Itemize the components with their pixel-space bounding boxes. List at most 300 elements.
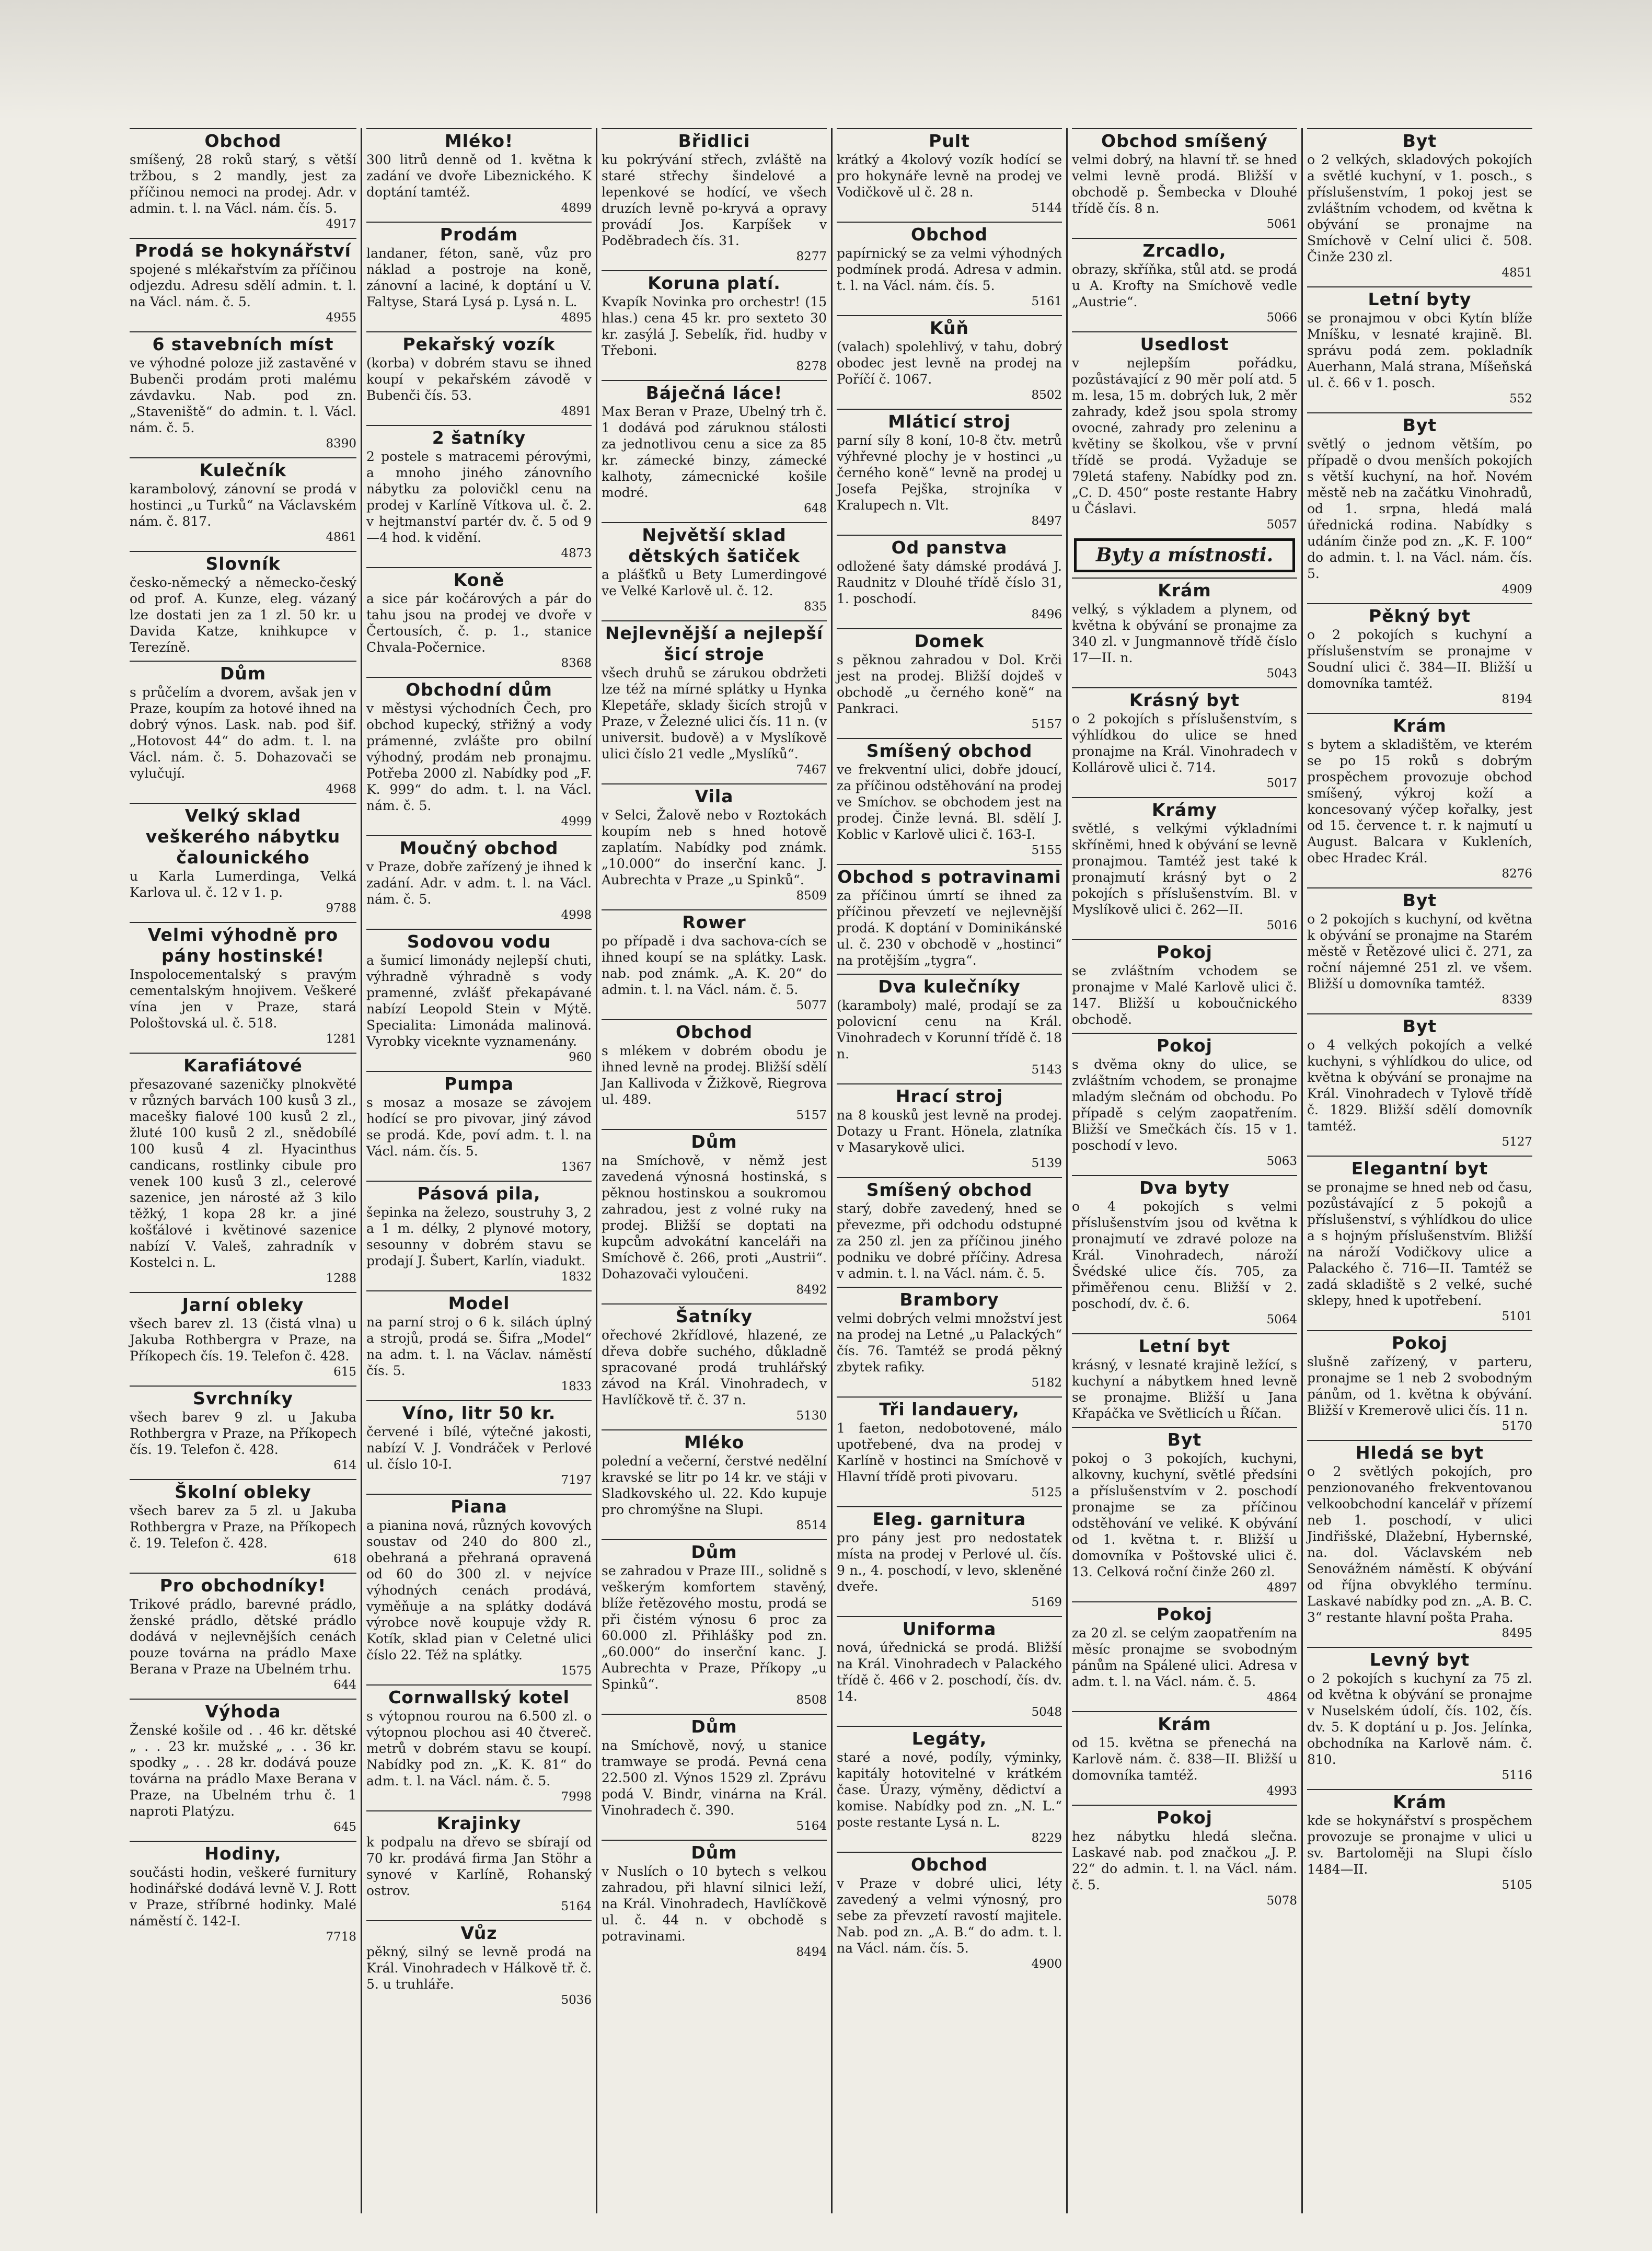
classified-ad xyxy=(837,535,1062,623)
classified-ad xyxy=(366,1400,592,1488)
ad-body: velký, s výkladem a plynem, od května k obývání se pronajme za 340 zl. v Jungmannově třídě číslo 17—II. n. xyxy=(1072,602,1297,665)
ad-title: Obchod s potravinami xyxy=(837,864,1062,887)
ad-body: přesazované sazeničky plnokvěté v různých barvách 100 kusů 3 zl., macešky fialové 100 kusů 2 zl., žluté 100 kusů 2 zl., snědobílé 100 kusů 4 zl. Hyacinthus candicans, rostlinky cibule pro venek 100 kusů 3 zl., celerové sazenice, jen nárosté až 3 kilo těžký, 1 kopa 28 kr. a jiné košťálové i květinové sazenice nabízí V. Valeš, zahradník v Kostelci n. L. xyxy=(130,1077,356,1270)
ad-number: 7197 xyxy=(561,1473,592,1487)
classified-ad xyxy=(837,128,1062,216)
classified-ad xyxy=(1072,687,1297,792)
classified-ad xyxy=(602,1303,827,1424)
classified-ad xyxy=(130,1841,356,1945)
classified-ad xyxy=(366,331,592,420)
ad-title: Piana xyxy=(366,1494,592,1517)
classified-ad xyxy=(602,1129,827,1298)
ad-body: se zvláštním vchodem se pronajme v Malé Karlově ulici č. 147. Bližší u koboučnického obchodě. xyxy=(1072,963,1297,1027)
ad-number: 5061 xyxy=(1266,217,1297,231)
ad-body: na Smíchově, nový, u stanice tramwaye se prodá. Pevná cena 22.500 zl. Výnos 1529 zl. Zprávu podá V. Bindr, vinárna na Král. Vinohradech č. 390. xyxy=(602,1738,827,1818)
ad-number: 8278 xyxy=(796,360,827,373)
ad-title: Koruna platí. xyxy=(602,270,827,294)
classified-ad xyxy=(1072,1601,1297,1706)
ad-title: Moučný obchod xyxy=(366,835,592,859)
ad-number: 1367 xyxy=(561,1160,592,1174)
classified-ad xyxy=(1307,603,1532,708)
ad-title: Pult xyxy=(837,128,1062,152)
ad-number: 5077 xyxy=(796,999,827,1012)
ad-title: Smíšený obchod xyxy=(837,738,1062,761)
ad-body: starý, dobře zavedený, hned se převezme, při odchodu odstupné za 250 zl. jen za příčinou jiného podniku ve dobré příčiny. Adresa v admin. t. l. na Václ. nám. č. 5. xyxy=(837,1201,1062,1281)
ad-number: 4998 xyxy=(561,908,592,922)
classified-ad xyxy=(366,128,592,216)
ad-title: Svrchníky xyxy=(130,1386,356,1409)
ad-number: 835 xyxy=(804,600,827,614)
ad-number: 615 xyxy=(333,1365,356,1379)
classified-ad xyxy=(837,974,1062,1078)
classified-ad xyxy=(837,628,1062,733)
ad-number: 4897 xyxy=(1266,1581,1297,1595)
ad-title: Krajinky xyxy=(366,1810,592,1834)
ad-title: Nejlevnější a nejlepší šicí stroje xyxy=(602,620,827,665)
ad-title: Jarní obleky xyxy=(130,1292,356,1315)
ad-number: 8509 xyxy=(796,889,827,903)
classified-ad xyxy=(366,425,592,562)
ad-number: 5127 xyxy=(1501,1135,1532,1149)
ad-title: Největší sklad dětských šatiček xyxy=(602,522,827,567)
ad-body: všech druhů se zárukou obdržeti lze též na mírné splátky u Hynka Klepetáře, sklady šicích strojů v Praze, v Železné ulici čís. 11 n. (v universit. budově) a v Myslíkově ulici číslo 21 vedle „Myslíků“. xyxy=(602,665,827,761)
ad-body: Kvapík Novinka pro orchestr! (15 hlas.) cena 45 kr. pro sexteto 30 kr. zasýlá J. Sebelík, řid. hudby v Třeboni. xyxy=(602,294,827,358)
classified-ad xyxy=(130,661,356,798)
ad-title: Tři landauery, xyxy=(837,1396,1062,1420)
ad-title: Letní byt xyxy=(1072,1333,1297,1357)
ad-body: v Nuslích o 10 bytech s velkou zahradou, při hlavní silnici leží, na Král. Vinohradech, Havlíčkově ul. č. 44 n. v obchodě s potravinami. xyxy=(602,1864,827,1944)
ad-number: 5157 xyxy=(1031,718,1062,731)
ad-body: o 2 pokojích s kuchyní a příslušenstvím se pronajme v Soudní ulici č. 384—II. Bližší u domovníka tamtéž. xyxy=(1307,627,1532,691)
classified-ad xyxy=(1307,1789,1532,1894)
ad-number: 5155 xyxy=(1031,844,1062,857)
ad-number: 8496 xyxy=(1031,608,1062,621)
ad-title: Hodiny, xyxy=(130,1841,356,1864)
ad-number: 5170 xyxy=(1501,1419,1532,1433)
classified-ad xyxy=(837,1852,1062,1972)
ad-body: součásti hodin, veškeré furnitury hodinářské dodává levně V. J. Rott v Praze, stříbrné hodinky. Malé náměstí č. 142-I. xyxy=(130,1865,356,1929)
ad-number: 8514 xyxy=(796,1519,827,1532)
ad-title: Mláticí stroj xyxy=(837,409,1062,432)
ad-body: pěkný, silný se levně prodá na Král. Vinohradech v Hálkově tř. č. 5. u truhláře. xyxy=(366,1944,592,1992)
ad-number: 4917 xyxy=(326,217,356,231)
classified-ad xyxy=(130,1292,356,1380)
ad-title: Zrcadlo, xyxy=(1072,238,1297,261)
ad-title: Pokoj xyxy=(1072,939,1297,963)
ad-title: Mléko xyxy=(602,1429,827,1453)
ad-number: 8277 xyxy=(796,250,827,263)
ad-title: Hrací stroj xyxy=(837,1083,1062,1107)
classified-ad xyxy=(130,922,356,1047)
ad-number: 4968 xyxy=(326,782,356,796)
classified-ad xyxy=(1072,939,1297,1028)
ad-body: kde se hokynářství s prospěchem provozuje se pronajme v ulici u sv. Bartoloměji na Slupi číslo 1484—II. xyxy=(1307,1813,1532,1877)
ad-title: Karafiátové xyxy=(130,1053,356,1076)
ad-body: s dvěma okny do ulice, se zvláštním vchodem, se pronajme mladým slečnám od obchodu. Po případě s celým zaopatřením. Bližší ve Smečkách čís. 15 v 1. poschodí v levo. xyxy=(1072,1057,1297,1153)
ad-number: 5066 xyxy=(1266,311,1297,325)
ad-body: na Smíchově, v němž jest zavedená výnosná hostinská, s pěknou hostinskou a soukromou zahradou, jest z volné ruky na prodej. Bližší se doptati na kupcům advokátní kanceláři na Smíchově č. 266, proti „Austrii“. Dohazovači vyloučeni. xyxy=(602,1153,827,1282)
ad-number: 8502 xyxy=(1031,388,1062,402)
classified-ad xyxy=(602,128,827,265)
classified-ad xyxy=(1072,1175,1297,1328)
ad-body: ku pokrývání střech, zvláště na staré střechy šindelové a lepenkové se hodící, ve všech druzích levně po-kryvá a opravy provádí Jos. Karpíšek v Poděbradech čís. 31. xyxy=(602,152,827,248)
ad-title: Byt xyxy=(1072,1427,1297,1450)
ad-column xyxy=(1066,128,1301,2213)
ad-title: Dům xyxy=(602,1714,827,1737)
ad-body: od 15. května se přenechá na Karlově nám. č. 838—II. Bližší u domovníka tamtéž. xyxy=(1072,1735,1297,1783)
ad-body: a sice pár kočárových a pár do tahu jsou na prodej ve dvoře v Čertousích, č. p. 1., stanice Chvala-Počernice. xyxy=(366,591,592,655)
ad-title: Byt xyxy=(1307,128,1532,152)
ad-title: Dům xyxy=(602,1129,827,1152)
ad-number: 8492 xyxy=(796,1283,827,1297)
ad-number: 552 xyxy=(1509,392,1532,406)
ad-body: o 2 pokojích s příslušenstvím, s výhlídkou do ulice se hned pronajme na Král. Vinohradech v Kollárově ulici č. 714. xyxy=(1072,711,1297,775)
ad-body: (valach) spolehlivý, v tahu, dobrý obodec jest levně na prodej na Poříčí č. 1067. xyxy=(837,339,1062,387)
ad-body: po případě i dva sachova-cích se ihned koupí se na splátky. Lask. nab. pod známk. „A. K. 20“ do admin. t. l. na Václ. nám. č. 5. xyxy=(602,933,827,997)
ad-title: Dva byty xyxy=(1072,1175,1297,1198)
ad-title: Pokoj xyxy=(1072,1805,1297,1828)
ad-number: 8508 xyxy=(796,1693,827,1707)
classified-ad xyxy=(837,1287,1062,1391)
ad-number: 5125 xyxy=(1031,1486,1062,1499)
ad-title: Obchod xyxy=(837,222,1062,245)
ad-number: 4891 xyxy=(561,405,592,418)
ad-number: 4873 xyxy=(561,547,592,560)
ad-body: v Selci, Žalově nebo v Roztokách koupím neb s hned hotově zaplatím. Nabídky pod známk. „10.000“ do inserční kanc. J. Aubrechta v Praze „u Spinků“. xyxy=(602,807,827,887)
ad-title: Pumpa xyxy=(366,1071,592,1094)
ad-number: 648 xyxy=(804,502,827,515)
classified-ad xyxy=(1072,578,1297,682)
classified-ad xyxy=(366,222,592,326)
ad-number: 4999 xyxy=(561,815,592,828)
classified-ad xyxy=(366,1684,592,1805)
ad-title: Pokoj xyxy=(1072,1033,1297,1056)
ad-title: Výhoda xyxy=(130,1699,356,1722)
classified-ad xyxy=(1307,1440,1532,1642)
ad-number: 5143 xyxy=(1031,1063,1062,1077)
ad-number: 4955 xyxy=(326,311,356,325)
ad-body: polední a večerní, čerstvé nedělní kravské se litr po 14 kr. ve stáji v Sladkovského ul. 22. Kdo kupuje pro chromýšne na Slupi. xyxy=(602,1453,827,1517)
ad-body: o 4 pokojích s velmi příslušenstvím jsou od května k pronajmutí ve zdravé poloze na Král. Vinohradech, nároží Švédské ulice čís. 705, za přiměřenou cenu. Bližší v 2. poschodí, dv. č. 6. xyxy=(1072,1199,1297,1311)
ad-body: o 2 světlých pokojích, pro penzionovaného frekventovanou velkoobchodní kancelář v přízemí neb 1. poschodí, v ulici Jindřišské, Dlažební, Hybernské, na. dol. Václavském neb Senovážném náměstí. K obývání od října obvyklého termínu. Laskavé nabídky pod zn. „A. B. C. 3“ restante hlavní pošta Praha. xyxy=(1307,1464,1532,1625)
ad-column xyxy=(596,128,831,2213)
ad-body: papírnický se za velmi výhodných podmínek prodá. Adresa v admin. t. l. na Václ. nám. čís. 5. xyxy=(837,246,1062,293)
classified-ad xyxy=(130,1053,356,1287)
ad-title: Pásová pila, xyxy=(366,1181,592,1204)
ad-number: 1832 xyxy=(561,1270,592,1284)
classified-ad xyxy=(602,909,827,1014)
ad-body: všech barev 9 zl. u Jakuba Rothbergra v Praze, na Příkopech čís. 19. Telefon č. 428. xyxy=(130,1410,356,1457)
ad-column xyxy=(125,128,361,2213)
ad-number: 8339 xyxy=(1501,993,1532,1007)
ad-body: krátký a 4kolový vozík hodící se pro hokynáře levně na prodej ve Vodičkově ul č. 28 n. xyxy=(837,152,1062,200)
ad-body: a šumicí limonády nejlepší chuti, výhradně výhradně s vody pramenné, zvlášť překapávané nabízí Leopold Stein v Mýtě. Specialita: Limonáda malinová. Vyrobky viceknte vyznamenány. xyxy=(366,953,592,1049)
page-header-margin xyxy=(0,0,1652,120)
ad-title: Obchod xyxy=(602,1019,827,1043)
ad-number: 4909 xyxy=(1501,583,1532,596)
ad-body: česko-německý a německo-český od prof. A. Kunze, eleg. vázaný lze dostati jen za 1 zl. 50 kr. u Davida Katze, knihkupce v Terezíně. xyxy=(130,575,356,655)
ad-body: o 2 pokojích s kuchyní za 75 zl. od května k obývání se pronajme v Nuselském údolí, čís. 102, čís. dv. 5. K doptání u p. Jos. Jelínka, obchodníka na Karlově nám. č. 810. xyxy=(1307,1671,1532,1767)
classified-ad xyxy=(837,1726,1062,1846)
ad-body: krásný, v lesnaté krajině ležící, s kuchyní a nábytkem hned levně se pronajme. Bližší u Jana Křapáčka ve Světlicích u Říčan. xyxy=(1072,1357,1297,1421)
classified-ad xyxy=(1307,713,1532,882)
ad-body: pro pány jest pro nedostatek místa na prodej v Perlové ul. čís. 9 n., 4. poschodí, v levo, skleněné dveře. xyxy=(837,1530,1062,1594)
ad-title: Cornwallský kotel xyxy=(366,1684,592,1708)
ad-body: smíšený, 28 roků starý, s větší tržbou, s 2 mandly, jest za příčinou nemoci na prodej. Adr. v admin. t. l. na Václ. nám. čís. 5. xyxy=(130,152,356,216)
ad-number: 7998 xyxy=(561,1790,592,1804)
ad-number: 5016 xyxy=(1266,919,1297,932)
ad-title: Smíšený obchod xyxy=(837,1177,1062,1200)
ad-title: Šatníky xyxy=(602,1303,827,1327)
ad-body: Trikové prádlo, barevné prádlo, ženské prádlo, dětské prádlo dodává v nejlevnějších cenách pouze továrna na prádlo Maxe Berana v Praze na Ubelném trhu. xyxy=(130,1597,356,1677)
ad-title: 6 stavebních míst xyxy=(130,331,356,355)
classified-ad xyxy=(130,1386,356,1474)
ad-body: se pronajmou v obci Kytín blíže Mníšku, v lesnaté krajině. Bl. správu podá zem. pokladník Auerhann, Malá strana, Míšeňská ul. č. 66 v 1. posch. xyxy=(1307,310,1532,390)
ad-title: Letní byty xyxy=(1307,286,1532,310)
ad-title: Byt xyxy=(1307,412,1532,436)
classified-ad xyxy=(1307,286,1532,407)
ad-body: červené i bílé, výtečné jakosti, nabízí V. J. Vondráček v Perlové ul. číslo 10-I. xyxy=(366,1424,592,1472)
ad-title: Sodovou vodu xyxy=(366,929,592,952)
classified-ad xyxy=(130,457,356,546)
ad-column xyxy=(1301,128,1537,2213)
ad-number: 8390 xyxy=(326,437,356,451)
ad-number: 5169 xyxy=(1031,1596,1062,1609)
classified-ad xyxy=(1307,1013,1532,1150)
ad-title: Pro obchodníky! xyxy=(130,1573,356,1596)
classified-ad xyxy=(366,1290,592,1395)
classified-ad xyxy=(837,864,1062,968)
ad-number: 8497 xyxy=(1031,514,1062,528)
ad-body: obrazy, skříňka, stůl atd. se prodá u A. Krofty na Smíchově vedle „Austrie“. xyxy=(1072,262,1297,309)
classified-ad xyxy=(837,409,1062,529)
ad-number: 5182 xyxy=(1031,1376,1062,1390)
ad-body: v Praze, dobře zařízený je ihned k zadání. Adr. v adm. t. l. na Václ. nám. č. 5. xyxy=(366,859,592,907)
ad-body: karambolový, zánovní se prodá v hostinci „u Turků“ na Václavském nám. č. 817. xyxy=(130,481,356,529)
ad-title: Dva kulečníky xyxy=(837,974,1062,997)
ad-number: 8276 xyxy=(1501,867,1532,881)
ad-title: Obchod xyxy=(837,1852,1062,1875)
ad-title: Od panstva xyxy=(837,535,1062,558)
classified-ad xyxy=(1072,238,1297,326)
ad-title: Uniforma xyxy=(837,1616,1062,1640)
ad-title: Vila xyxy=(602,783,827,807)
ad-body: slušně zařízený, v parteru, pronajme se 1 neb 2 svobodným pánům, od 1. května k obývání. Bližší v Kremerově ulici čís. 11 n. xyxy=(1307,1354,1532,1418)
ad-body: Ženské košile od . . 46 kr. dětské „ . . 23 kr. mužské „ . . 36 kr. spodky „ . . 28 kr. dodává pouze továrna na prádlo Maxe Berana v Praze, na Ubelném trhu č. 1 naproti Platýzu. xyxy=(130,1723,356,1819)
ad-number: 5064 xyxy=(1266,1313,1297,1326)
ad-body: světlý o jednom větším, po případě o dvou menších pokojích s větší kuchyní, na hoř. Novém městě neb na začátku Vinohradů, od 1. srpna, hledá malá úřednická rodina. Nabídky s udáním činže pod zn. „K. F. 100“ do admin. t. l. na Václ. nám. čís. 5. xyxy=(1307,436,1532,581)
ad-title: Kulečník xyxy=(130,457,356,481)
ad-number: 8229 xyxy=(1031,1831,1062,1845)
ad-title: Prodá se hokynářství xyxy=(130,238,356,261)
ad-body: a pianina nová, různých kovových soustav od 240 do 800 zl., obehraná a přehraná opravená od 60 do 300 zl. v nejvíce výhodných cenách prodává, vyměňuje a na splátky dodává výrobce nově koupuje vždy R. Kotík, sklad pian v Celetné ulici číslo 22. Též na splátky. xyxy=(366,1518,592,1663)
classified-ad xyxy=(602,1429,827,1534)
classified-ads-page xyxy=(125,128,1537,2213)
ad-body: za 20 zl. se celým zaopatřením na měsíc pronajme se svobodným pánům na Spálené ulici. Adresa v adm. t. l. na Václ. nám. č. 5. xyxy=(1072,1625,1297,1689)
ad-title: Krám xyxy=(1307,1789,1532,1813)
ad-body: Inspolocementalský s pravým cementalským hnojivem. Veškeré vína jen v Praze, stará Pološtovská ul. č. 518. xyxy=(130,967,356,1031)
ad-title: Báječná láce! xyxy=(602,380,827,403)
ad-title: Prodám xyxy=(366,222,592,245)
ad-body: v nejlepším pořádku, pozůstávající z 90 měr polí atd. 5 m. lesa, 15 m. dobrých luk, 2 měr zahrady, kdež jsou spola stromy ovocné, zahrady pro zeleninu a květiny se školkou, vše v první třídě se prodá. Vyžaduje se 79letá stafeny. Nabídky pod zn. „C. D. 450“ poste restante Habry u Čáslavi. xyxy=(1072,355,1297,516)
ad-body: 2 postele s matracemi pérovými, a mnoho jiného zánovního nábytku za polovičkl cenu na prodej v Karlíně Vítkova ul. č. 2. v hejtmanství partér dv. č. 5 od 9—4 hod. k vidění. xyxy=(366,449,592,545)
ad-title: Domek xyxy=(837,628,1062,652)
classified-ad xyxy=(837,222,1062,310)
ad-title: Koně xyxy=(366,567,592,591)
ad-body: s mosaz a mosaze se závojem hodící se pro pivovar, jiný závod se prodá. Kde, poví adm. t. l. na Václ. nám. čís. 5. xyxy=(366,1095,592,1159)
classified-ad xyxy=(1307,1330,1532,1435)
classified-ad xyxy=(130,238,356,326)
ad-body: staré a nové, podíly, výminky, kapitály hotovitelné v krátkém čase. Úrazy, výměny, dědictví a komise. Nabídky pod zn. „N. L.“ poste restante Lysá n. L. xyxy=(837,1750,1062,1830)
classified-ad xyxy=(1072,1805,1297,1909)
ad-title: Hledá se byt xyxy=(1307,1440,1532,1463)
ad-body: 1 faeton, nedobotovené, málo upotřebené, dva na prodej v Karlíně v hostinci na Smíchově v Hlavní třídě proti pivovaru. xyxy=(837,1421,1062,1484)
ad-body: za příčinou úmrtí se ihned za příčinou převzetí ve nejlevnější prodá. K doptání v Dominikánské ul. č. 230 v obchodě v „hostinci“ na protějším „tygra“. xyxy=(837,888,1062,968)
ad-number: 5144 xyxy=(1031,201,1062,215)
classified-ad xyxy=(366,835,592,924)
ad-body: (karamboly) malé, prodají se za polovicní cenu na Král. Vinohradech v Korunní třídě č. 18 n. xyxy=(837,998,1062,1061)
ad-body: o 4 velkých pokojích a velké kuchyni, s výhlídkou do ulice, od května k obývání se pronajme na Král. Vinohradech v Tylově třídě č. 1829. Bližší sdělí domovník tamtéž. xyxy=(1307,1037,1532,1134)
ad-title: Krám xyxy=(1307,713,1532,736)
ad-body: landaner, féton, saně, vůz pro náklad a postroje na koně, zánovní a laciné, k doptání u V. Faltyse, Stará Lysá p. Lysá n. L. xyxy=(366,246,592,309)
classified-ad xyxy=(602,1840,827,1960)
classified-ad xyxy=(366,677,592,830)
classified-ad xyxy=(837,315,1062,403)
ad-body: velmi dobrých velmi množství jest na prodej na Letné „u Palackých“ čís. 76. Tamtéž se prodá pěkný zbytek rafiky. xyxy=(837,1311,1062,1375)
classified-ad xyxy=(130,331,356,452)
ad-number: 8495 xyxy=(1501,1626,1532,1640)
ad-body: odložené šaty dámské prodává J. Raudnitz v Dlouhé třídě číslo 31, 1. poschodí. xyxy=(837,559,1062,606)
classified-ad xyxy=(130,128,356,233)
ad-body: na 8 kousků jest levně na prodej. Dotazy u Frant. Hönela, zlatníka v Masarykově ulici. xyxy=(837,1107,1062,1155)
ad-number: 1288 xyxy=(326,1272,356,1285)
ad-body: ořechové 2křídlové, hlazené, ze dřeva dobře suchého, důkladně spracované prodá truhlářský závod na Král. Vinohradech, v Havlíčkově tř. č. 37 n. xyxy=(602,1327,827,1407)
ad-title: Elegantní byt xyxy=(1307,1156,1532,1179)
ad-title: Eleg. garnitura xyxy=(837,1506,1062,1530)
ad-number: 9788 xyxy=(326,902,356,915)
ad-column xyxy=(361,128,596,2213)
ad-body: s výtopnou rourou na 6.500 zl. o výtopnou plochou asi 40 čtvereč. metrů v dobrém stavu se koupí. Nabídky pod zn. „K. K. 81“ do adm. t. l. na Václ. nám. č. 5. xyxy=(366,1709,592,1788)
classified-ad xyxy=(837,1616,1062,1721)
ad-number: 5105 xyxy=(1501,1878,1532,1892)
ad-title: Pokoj xyxy=(1307,1330,1532,1354)
ad-body: parní síly 8 koní, 10-8 čtv. metrů výhřevné plochy je v hostinci „u černého koně“ levně na prodej u Josefa Pejška, strojníka v Kralupech n. Vlt. xyxy=(837,433,1062,513)
classified-ad xyxy=(366,1494,592,1679)
ad-number: 5164 xyxy=(796,1819,827,1833)
ad-title: Školní obleky xyxy=(130,1479,356,1503)
ad-number: 4851 xyxy=(1501,266,1532,280)
classified-ad xyxy=(130,1479,356,1567)
classified-ad xyxy=(602,380,827,517)
ad-title: Obchod xyxy=(130,128,356,152)
ad-title: Obchodní dům xyxy=(366,677,592,700)
section-heading-box: Byty a místnosti. xyxy=(1074,538,1295,572)
ad-title: Brambory xyxy=(837,1287,1062,1310)
classified-ad xyxy=(130,551,356,655)
ad-number: 4864 xyxy=(1266,1691,1297,1704)
ad-title: Rower xyxy=(602,909,827,933)
ad-number: 5036 xyxy=(561,1993,592,2007)
classified-ad xyxy=(366,1810,592,1915)
classified-ad xyxy=(130,1699,356,1836)
classified-ad xyxy=(602,1019,827,1124)
ad-title: Břidlici xyxy=(602,128,827,152)
ad-body: Max Beran v Praze, Ubelný trh č. 1 dodává pod záruknou stálosti za jednotlivou cenu a sice za 85 kr. zámecké binzy, zámecké kalhoty, zámecnické košile modré. xyxy=(602,404,827,500)
classified-ad xyxy=(602,783,827,904)
classified-ad xyxy=(1072,797,1297,934)
ad-title: Model xyxy=(366,1290,592,1314)
ad-title: Dům xyxy=(602,1539,827,1563)
ad-body: ve výhodné poloze již zastavěné v Bubenči prodám proti malému závdavku. Nab. pod zn. „Staveniště“ do admin. t. l. Václ. nám. č. 5. xyxy=(130,355,356,435)
ad-body: všech barev za 5 zl. u Jakuba Rothbergra v Praze, na Příkopech č. 19. Telefon č. 428. xyxy=(130,1503,356,1551)
ad-title: Krám xyxy=(1072,578,1297,601)
ad-number: 5048 xyxy=(1031,1705,1062,1719)
ad-number: 5057 xyxy=(1266,518,1297,532)
classified-ad xyxy=(1072,1033,1297,1170)
ad-number: 5101 xyxy=(1501,1310,1532,1323)
classified-ad xyxy=(1307,1647,1532,1784)
ad-body: s mlékem v dobrém obodu je ihned levně na prodej. Bližší sdělí Jan Kallivoda v Žižkově, Riegrova ul. 489. xyxy=(602,1043,827,1107)
ad-number: 645 xyxy=(333,1820,356,1834)
ad-number: 614 xyxy=(333,1459,356,1472)
ad-title: Velký sklad veškerého nábytku čalounického xyxy=(130,803,356,868)
ad-number: 5157 xyxy=(796,1109,827,1122)
classified-ad xyxy=(366,1071,592,1175)
ad-number: 5078 xyxy=(1266,1894,1297,1908)
ad-number: 1575 xyxy=(561,1664,592,1678)
ad-title: Obchod smíšený xyxy=(1072,128,1297,152)
ad-title: Slovník xyxy=(130,551,356,574)
ad-number: 1833 xyxy=(561,1380,592,1393)
classified-ad xyxy=(1072,1333,1297,1422)
classified-ad xyxy=(1072,128,1297,233)
ad-number: 644 xyxy=(333,1678,356,1692)
ad-body: se pronajme se hned neb od času, pozůstávající z 5 pokojů a příslušenství, s výhlídkou do ulice a s hojným příslušenstvím. Bližší na nároží Vodičkovy ulice a Palackého č. 716—II. Tamtéž se zadá skladiště s 2 velké, suché sklepy, hned k upotřebení. xyxy=(1307,1180,1532,1308)
ad-number: 5130 xyxy=(796,1409,827,1423)
classified-ad xyxy=(130,1573,356,1693)
ad-number: 7718 xyxy=(326,1930,356,1944)
ad-column xyxy=(831,128,1066,2213)
classified-ad xyxy=(1307,1156,1532,1325)
ad-body: s bytem a skladištěm, ve kterém se po 15 roků s dobrým prospěchem provozuje obchod smíšený, výkroj koží a koncesovaný výčep kořalky, jest od 15. července t. r. k najmutí u August. Balcara v Kukleních, obec Hradec Král. xyxy=(1307,737,1532,865)
classified-ad xyxy=(602,1539,827,1709)
ad-title: Víno, litr 50 kr. xyxy=(366,1400,592,1424)
ad-body: nová, úřednická se prodá. Bližší na Král. Vinohradech v Palackého třídě č. 466 v 2. poschodí, čís. dv. 14. xyxy=(837,1640,1062,1704)
classified-ad xyxy=(602,620,827,778)
ad-title: Pěkný byt xyxy=(1307,603,1532,627)
ad-body: s pěknou zahradou v Dol. Krči jest na prodej. Bližší dojdeš v obchodě „u černého koně“ na Pankraci. xyxy=(837,652,1062,716)
ad-title: Byt xyxy=(1307,887,1532,911)
ad-body: (korba) v dobrém stavu se ihned koupí v pekařském závodě v Bubenči čís. 53. xyxy=(366,355,592,403)
ad-body: o 2 pokojích s kuchyní, od května k obývání se pronajme na Starém městě v Řetězové ulici č. 271, za roční nájemné 251 zl. ve všem. Bližší u domovníka tamtéž. xyxy=(1307,911,1532,991)
ad-body: hez nábytku hledá slečna. Laskavé nab. pod značkou „J. P. 22“ do admin. t. l. na Václ. nám. č. 5. xyxy=(1072,1829,1297,1892)
classified-ad xyxy=(366,567,592,672)
ad-body: velmi dobrý, na hlavní tř. se hned velmi levně prodá. Bližší v obchodě p. Šembecka v Dlouhé třídě čís. 8 n. xyxy=(1072,152,1297,216)
ad-number: 4899 xyxy=(561,201,592,215)
ad-number: 8494 xyxy=(796,1945,827,1959)
ad-title: Krásný byt xyxy=(1072,687,1297,711)
classified-ad xyxy=(1307,412,1532,598)
ad-body: pokoj o 3 pokojích, kuchyni, alkovny, kuchyní, světlé předsíni a příslušenstvím v 2. poschodí pronajme se za příčinou odstěhování ve veliké. K obývání od 1. května t. r. Bližší u domovníka v Poštovské ulici č. 13. Celková roční činže 260 zl. xyxy=(1072,1451,1297,1579)
ad-title: Krám xyxy=(1072,1711,1297,1735)
classified-ad xyxy=(837,1396,1062,1501)
ad-number: 5116 xyxy=(1501,1769,1532,1782)
classified-ad xyxy=(837,1506,1062,1611)
classified-ad xyxy=(1307,128,1532,281)
classified-ad xyxy=(837,1177,1062,1282)
classified-ad xyxy=(1307,887,1532,1008)
ad-number: 4900 xyxy=(1031,1957,1062,1971)
